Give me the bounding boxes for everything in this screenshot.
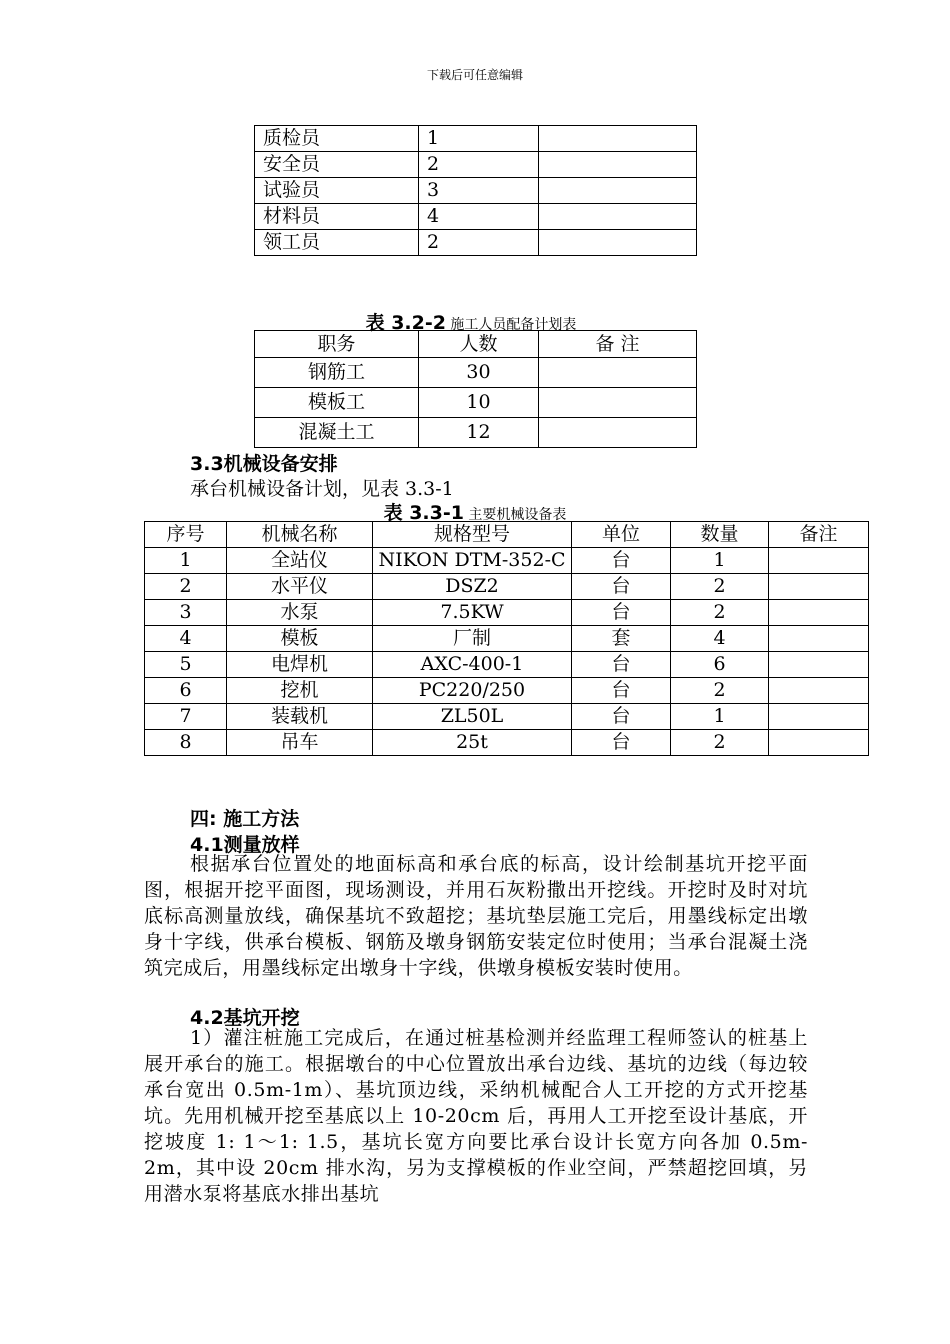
table-cell: 2 [671,574,769,600]
table-cell [539,230,697,256]
table-cell: 7.5KW [373,600,572,626]
table-cell: 台 [572,574,671,600]
table-cell: 1 [419,126,539,152]
table-header-row [145,522,869,548]
table-cell: 4 [671,626,769,652]
caption-text: 施工人员配备计划表 [450,317,577,333]
subsection-heading: 4.1测量放样 [190,834,300,856]
table-row [255,358,697,388]
table-cell [539,418,697,448]
column-header: 单位 [572,522,671,548]
table-row [255,418,697,448]
column-header: 序号 [145,522,227,548]
table-cell: 质检员 [255,126,419,152]
body-line: 承台机械设备计划，见表 3.3-1 [190,478,454,500]
table-cell: 10 [419,388,539,418]
table-cell: 3 [419,178,539,204]
table-cell: 吊车 [227,730,373,756]
table-cell: 6 [671,652,769,678]
table-cell: 25t [373,730,572,756]
table-cell: AXC-400-1 [373,652,572,678]
table-row [255,126,697,152]
table-cell: ZL50L [373,704,572,730]
equipment-table [144,521,869,756]
table-cell: 水平仪 [227,574,373,600]
table-cell: 台 [572,652,671,678]
table-cell: 电焊机 [227,652,373,678]
column-header: 数量 [671,522,769,548]
table-cell: NIKON DTM-352-C [373,548,572,574]
table-row [145,730,869,756]
table-row [255,152,697,178]
table-cell: 套 [572,626,671,652]
column-header: 规格型号 [373,522,572,548]
column-header: 备注 [769,522,869,548]
paragraph: 1）灌注桩施工完成后，在通过桩基检测并经监理工程师签认的桩基上展开承台的施工。根据墩台的中心位置放出承台边线、基坑的边线（每边较承台宽出 0.5m-1m）、基坑顶边线，采纳机械配合人工开挖的方式开挖基坑。先用机械开挖至基底以上 10-20cm 后，再用人工开挖至设计基底，开挖坡度 1: 1～1: 1.5，基坑长宽方向要比承台设计长宽方向各加 0.5m-2m，其中设 20cm 排水沟，另为支撑模板的作业空间，严禁超挖回填，另用潜水泵将基底水排出基坑 [144,1027,808,1205]
table-cell: 试验员 [255,178,419,204]
table-row [145,626,869,652]
table-row [145,652,869,678]
table-cell: 厂制 [373,626,572,652]
table-cell: 2 [671,730,769,756]
table-cell: 8 [145,730,227,756]
table-row [255,178,697,204]
section-heading: 3.3机械设备安排 [190,453,338,475]
table-cell [539,178,697,204]
table-cell: 台 [572,704,671,730]
table-cell: 材料员 [255,204,419,230]
table-cell: 装载机 [227,704,373,730]
table-cell: 模板工 [255,388,419,418]
table-cell: 2 [419,152,539,178]
table-cell [769,574,869,600]
table-cell: 1 [671,548,769,574]
table-cell: 2 [145,574,227,600]
table-cell: 1 [145,548,227,574]
table-cell: 4 [145,626,227,652]
column-header: 机械名称 [227,522,373,548]
table-cell: 全站仪 [227,548,373,574]
table-cell: 台 [572,600,671,626]
table-cell [769,548,869,574]
table-cell: 台 [572,548,671,574]
table-row [145,574,869,600]
table-cell [769,730,869,756]
caption-text: 主要机械设备表 [468,507,567,523]
table-row [145,600,869,626]
table-cell: 6 [145,678,227,704]
page-header: 下载后可任意编辑 [426,68,523,82]
subsection-heading: 4.2基坑开挖 [190,1007,300,1029]
staff-table-continued [254,125,697,256]
table-row [145,548,869,574]
table-cell [769,678,869,704]
table-cell: 3 [145,600,227,626]
table-cell: 挖机 [227,678,373,704]
caption-number: 表 3.2-2 [365,312,446,334]
table-row [145,704,869,730]
table-cell: 水泵 [227,600,373,626]
table-cell: 台 [572,678,671,704]
table-cell [539,126,697,152]
table-cell [539,388,697,418]
paragraph: 根据承台位置处的地面标高和承台底的标高，设计绘制基坑开挖平面图，根据开挖平面图，现场测设，并用石灰粉撒出开挖线。开挖时及时对坑底标高测量放线，确保基坑不致超挖；基坑垫层施工完后，用墨线标定出墩身十字线，供承台模板、钢筋及墩身钢筋安装定位时使用；当承台混凝土浇筑完成后，用墨线标定出墩身十字线，供墩身模板安装时使用。 [144,853,808,979]
table-cell: DSZ2 [373,574,572,600]
table-cell: 混凝土工 [255,418,419,448]
staff-plan-table [254,330,697,448]
column-header: 备 注 [539,331,697,358]
table-cell [539,152,697,178]
section-heading: 四: 施工方法 [190,808,300,830]
table-row [255,204,697,230]
table-cell: 2 [671,600,769,626]
table-cell: 模板 [227,626,373,652]
caption-number: 表 3.3-1 [383,502,464,524]
table-cell: PC220/250 [373,678,572,704]
table-cell: 安全员 [255,152,419,178]
table-header-row [255,331,697,358]
table-cell [769,626,869,652]
table-cell: 台 [572,730,671,756]
table-cell [769,704,869,730]
table-row [255,230,697,256]
table-cell: 30 [419,358,539,388]
column-header: 人数 [419,331,539,358]
table-cell: 12 [419,418,539,448]
table-cell [769,600,869,626]
table-row [145,678,869,704]
table-cell: 7 [145,704,227,730]
table-cell: 4 [419,204,539,230]
table-cell: 2 [671,678,769,704]
table-cell [769,652,869,678]
table-cell: 1 [671,704,769,730]
table-cell: 钢筋工 [255,358,419,388]
table-cell: 领工员 [255,230,419,256]
table-cell: 2 [419,230,539,256]
table-cell: 5 [145,652,227,678]
column-header: 职务 [255,331,419,358]
table-cell [539,358,697,388]
table-cell [539,204,697,230]
table-row [255,388,697,418]
